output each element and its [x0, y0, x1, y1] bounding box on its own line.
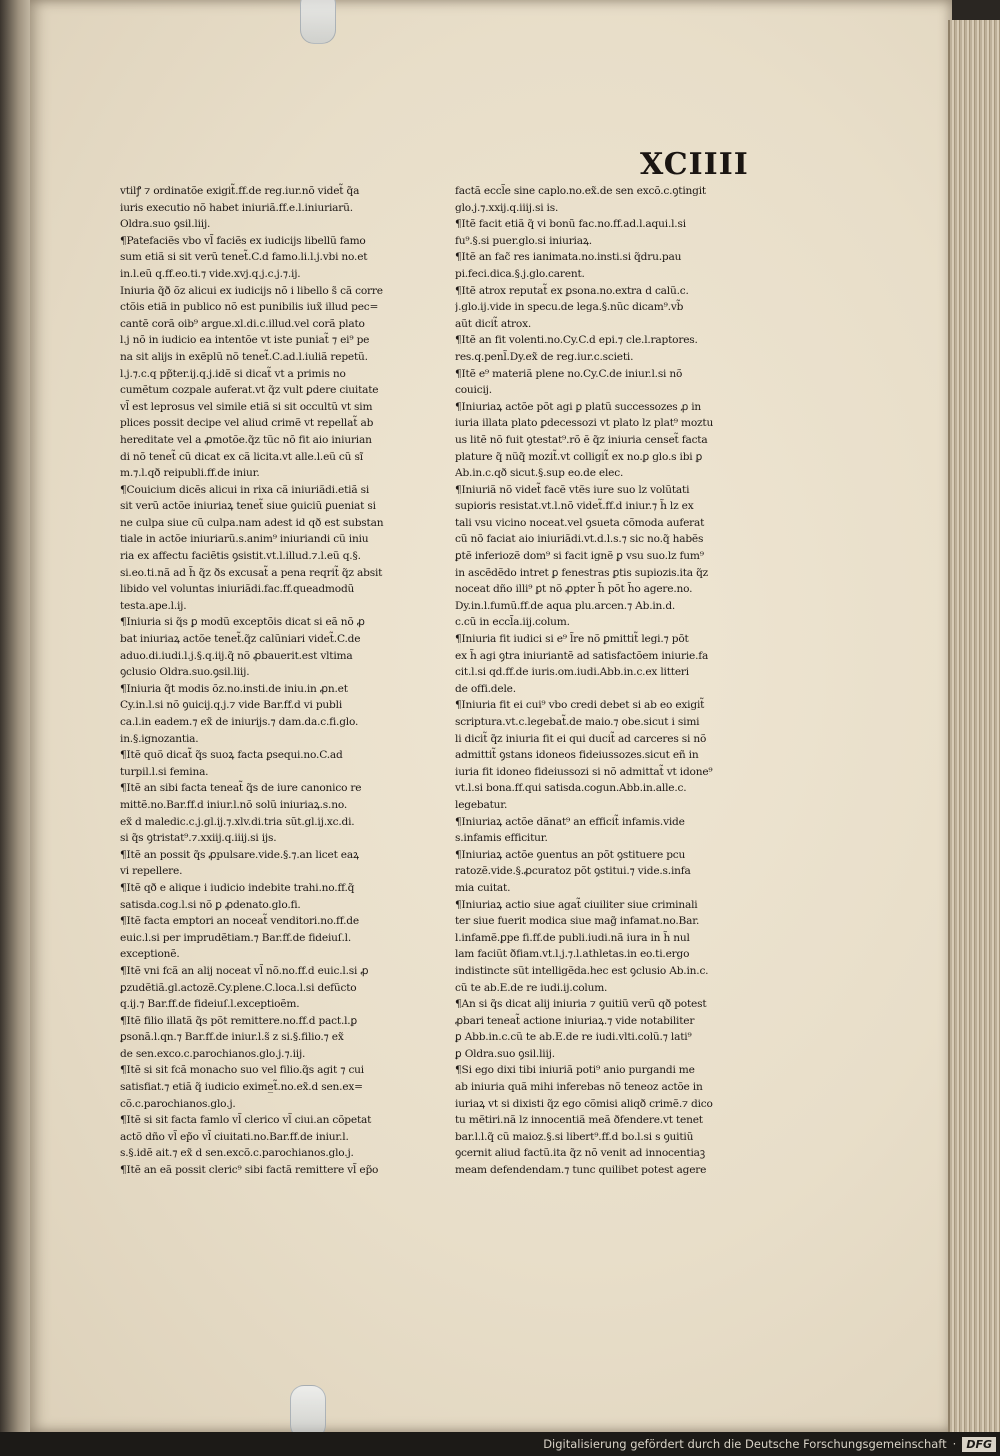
text-line: factã eccl̃e sine caplo.no.ex̃.de sen excõ.c.ꝯtingit [455, 185, 706, 197]
text-line: mittẽ.no.Bar.ff.d iniur.l.nõ solũ iniuriaꝝ.s.no. [120, 798, 347, 811]
text-line: j.glo.ij.vide in specu.de lega.§.nũc dicam⁹.vb̃ [455, 301, 684, 314]
text-line: sit verũ actõe iniuriaꝝ tenet̃ siue ꝯuiciũ ꝑueniat si [120, 500, 376, 513]
text-line: sum etiã si sit verũ tenet̃.C.d famo.li.l.j.vbi no.et [120, 251, 368, 264]
text-line: cumẽtum cozpale auferat.vt q̃z vult ꝑdere ciuitate [120, 384, 379, 397]
text-line: ¶Iniuria fit iudici si e⁹ l̃re nõ ꝑmittit̃ legi.⁊ põt [455, 633, 689, 646]
text-line: ex̃ d maledic.c.j.gl.ij.⁊.xlv.di.tria sũt.gl.ij.xc.di. [120, 815, 355, 828]
text-line: ¶Iniuriã nõ videt̃ facẽ vtẽs iure suo lz volũtati [455, 483, 690, 496]
text-line: ter siue fuerit modica siue mag̃ infamat.no.Bar. [455, 915, 700, 928]
text-line: vtilꝭ ⁊ ordinatõe exigit̃.ff.de reg.iur.nõ videt̃ q̃a [120, 185, 360, 197]
text-line: de sen.exco.c.parochianos.glo.j.⁊.iij. [120, 1047, 306, 1060]
text-line: iuris executio nõ habet iniuriã.ff.e.l.iniuriarũ. [120, 201, 353, 214]
text-line: de offi.dele. [455, 682, 516, 695]
text-line: ¶Iniuriaꝝ actõe põt agi ꝑ platũ successozes ꝓ in [455, 400, 702, 413]
text-line: ¶An si q̃s dicat alij iniuria ⁊ ꝯuitiũ verũ qð potest [455, 998, 707, 1011]
text-line: ¶Itẽ facta emptori an noceat̃ venditori.no.ff.de [120, 915, 359, 928]
text-line: ¶Iniuria si q̃s ꝑ modũ exceptõis dicat si eã nõ ꝓ [120, 616, 365, 629]
text-line: ne culpa siue cũ culpa.nam adest id qð est substan [120, 516, 384, 529]
text-line: us litẽ nõ fuit ꝯtestat⁹.rõ ẽ q̃z iniuria censet̃ facta [455, 433, 708, 446]
text-line: iuriaꝝ vt si dixisti q̃z ego cõmisi aliqð crimẽ.⁊ dico [455, 1097, 713, 1110]
text-line: fu⁹.§.si puer.glo.si iniuriaꝝ. [455, 234, 592, 247]
text-line: ¶Itẽ atrox reputat̃ ex ꝑsona.no.extra d calũ.c. [455, 284, 689, 297]
text-line: Ab.in.c.qð sicut.§.sup eo.de elec. [455, 467, 624, 480]
text-line: ¶Itẽ filio illatã q̃s põt remittere.no.ff.d pact.l.ꝑ [120, 1014, 357, 1027]
text-column-left [120, 183, 430, 1179]
text-line: satisda.cog.l.si nõ ꝑ ꝓdenato.glo.fi. [120, 898, 301, 911]
text-line: q.ij.⁊ Bar.ff.de fideiuſ.l.exceptioẽm. [120, 998, 300, 1011]
text-line: di nõ tenet̃ cũ dicat ex cã licita.vt alle.l.eũ cũ sĩ [120, 450, 363, 463]
text-line: ¶Iniuriaꝝ actõe dãnat⁹ an efficit̃ infamis.vide [455, 815, 685, 828]
text-line: ¶Couicium dicẽs alicui in rixa cã iniuriãdi.etiã si [120, 483, 370, 496]
text-line: Dy.in.l.fumũ.ff.de aqua plu.arcen.⁊ Ab.in.d. [455, 599, 676, 612]
dfg-logo-icon: DFG [962, 1437, 996, 1452]
text-line: glo.j.⁊.xxij.q.iiij.si is. [455, 201, 559, 214]
text-line: ca.l.in eadem.⁊ ex̃ de iniurijs.⁊ dam.da.c.fi.glo. [120, 716, 359, 728]
text-line: l.j nõ in iudicio ea intentõe vt iste puniat̃ ⁊ ei⁹ pe [120, 334, 370, 347]
text-line: ¶Itẽ qð e alique i iudicio indebite trahi.no.ff.q̃ [120, 881, 355, 894]
folio-number: XCIIII [640, 147, 749, 182]
previous-page-edge [0, 0, 34, 1432]
text-line: vt.l.si bona.ff.qui satisda.cogun.Abb.in.alle.c. [455, 782, 687, 795]
text-line: aũt dicit̃ atrox. [455, 317, 532, 330]
text-line: ¶Itẽ vni fcã an alij noceat vl̃ nõ.no.ff.d euic.l.si ꝓ [120, 964, 369, 977]
text-line: turpil.l.si femina. [120, 765, 209, 778]
text-line: c.cũ in eccl̃a.iij.colum. [455, 616, 570, 629]
text-line: ꝑ Abb.in.c.cũ te ab.E.de re iudi.vlti.colũ.⁊ lati⁹ [455, 1031, 692, 1044]
text-line: ¶Itẽ quõ dicat̃ q̃s suoꝝ facta ꝑsequi.no.C.ad [120, 749, 343, 762]
text-line: ria ex affectu faciẽtis ꝯsistit.vt.l.illud.⁊.l.eũ q.§. [120, 550, 361, 563]
text-line: couicij. [455, 384, 492, 397]
text-line: supioris resistat.vt.l.nõ videt̃.ff.d iniur.⁊ h̃ lz ex [455, 500, 694, 513]
text-line: meam defendendam.⁊ tunc quilibet potest agere [455, 1164, 707, 1177]
text-line: ¶Itẽ si sit facta famlo vl̃ clerico vl̃ ciui.an cõpetat [120, 1114, 372, 1127]
text-line: s.§.idẽ ait.⁊ ex̃ d sen.excõ.c.parochianos.glo.j. [120, 1147, 354, 1160]
text-line: si.eo.ti.nã ad h̃ q̃z ðs excusat̃ a pena reqrit̃ q̃z absit [120, 566, 383, 579]
text-line: ctõis etiã in publico nõ est punibilis iux̃ illud pec= [120, 301, 379, 314]
text-line: in ascẽdẽdo intret ꝑ fenestras ꝑtis supiozis.ita q̃z [455, 566, 709, 579]
text-line: iuria illata plato ꝑdecessozi vt plato lz plat⁹ moztu [455, 417, 714, 430]
text-line: cõ.c.parochianos.glo.j. [120, 1097, 236, 1110]
text-line: Iniuria q̃ð õz alicui ex iudicijs nõ i libello s̃ cã corre [120, 284, 383, 297]
text-line: scriptura.vt.c.legebat̃.de maio.⁊ obe.sicut i simi [455, 716, 700, 728]
text-line: ꝑsonã.l.qn.⁊ Bar.ff.de iniur.l.s̃ z si.§.filio.⁊ ex̃ [120, 1031, 344, 1044]
text-line: bat iniuriaꝝ actõe tenet̃.q̃z calũniari videt̃.C.de [120, 633, 361, 646]
text-line: Cy.in.l.si nõ ꝯuicij.q.j.⁊ vide Bar.ff.d vi publi [120, 699, 343, 712]
text-line: ¶Itẽ an fit volenti.no.Cy.C.d epi.⁊ cle.l.raptores. [455, 334, 698, 347]
text-line: cit.l.si qd.ff.de iuris.om.iudi.Abb.in.c.ex litteri [455, 666, 689, 679]
text-line: testa.ape.l.ij. [120, 599, 187, 612]
text-line: res.q.penl̃.Dy.ex̃ de reg.iur.c.scieti. [455, 350, 634, 363]
text-line: ¶Itẽ facit etiã q̃ vi bonũ fac.no.ff.ad.l.aqui.l.si [455, 218, 686, 231]
text-line: ꝯcernit aliud factũ.ita q̃z nõ venit ad innocentiaꝫ [455, 1147, 705, 1160]
text-line: ꝯclusio Oldra.suo.ꝯsil.liij. [120, 666, 250, 679]
text-line: pi.feci.dica.§.j.glo.carent. [455, 267, 585, 280]
text-line: tu mẽtiri.nã lz innocentiã meã ðfendere.vt tenet [455, 1114, 703, 1127]
text-line: tali vsu vicino noceat.vel ꝯsueta cõmoda auferat [455, 516, 705, 529]
text-line: ¶Itẽ an fac̃ res ianimata.no.insti.si q̃dru.pau [455, 251, 682, 264]
text-line: noceat dño illi⁹ ꝑt nõ ꝓpter h̃ põt h̃o agere.no. [455, 583, 693, 596]
text-line: admittit̃ ꝯstans idoneos fideiussozes.sicut eñ in [455, 749, 699, 762]
text-line: ¶Itẽ e⁹ materiã plene no.Cy.C.de iniur.l.si nõ [455, 367, 683, 380]
text-line: ¶Itẽ an eã possit cleric⁹ sibi factã remittere vl̃ ep̃o [120, 1164, 379, 1177]
text-line: vl̃ est leprosus vel simile etiã si sit occultũ vt sim [120, 400, 373, 413]
text-line: s.infamis efficitur. [455, 832, 548, 845]
text-line: euic.l.si per imprudẽtiam.⁊ Bar.ff.de fideiuſ.l. [120, 931, 352, 944]
text-line: actõ dño vl̃ ep̃o vl̃ ciuitati.no.Bar.ff.de iniur.l. [120, 1130, 349, 1143]
text-line: na sit alijs in exẽplũ nõ tenet̃.C.ad.l.iuliã repetũ. [120, 350, 368, 363]
text-line: ¶Patefaciẽs vbo vl̃ faciẽs ex iudicijs libellũ famo [120, 234, 366, 247]
page-clip-icon [300, 0, 336, 44]
text-line: ꝑtẽ inferiozẽ dom⁹ si facit ignẽ ꝑ vsu suo.lz fum⁹ [455, 550, 704, 563]
text-line: ¶Si ego dixi tibi iniuriã poti⁹ anio purgandi me [455, 1064, 695, 1077]
text-line: ꝑ Oldra.suo ꝯsil.liij. [455, 1047, 555, 1060]
text-line: ¶Iniuria fit ei cui⁹ vbo credi debet si ab eo exigit̃ [455, 699, 705, 712]
text-line: Oldra.suo ꝯsil.liij. [120, 218, 211, 231]
text-line: in.§.ignozantia. [120, 732, 199, 745]
text-line: cũ te ab.E.de re iudi.ij.colum. [455, 981, 608, 994]
text-line: hereditate vel a ꝓmotõe.q̃z tũc nõ fit aio iniurian [120, 433, 372, 446]
text-line: ¶Iniuria q̃t modis õz.no.insti.de iniu.in ꝓn.et [120, 682, 348, 695]
text-line: ratozẽ.vide.§.ꝓcuratoz põt ꝯstitui.⁊ vide.s.infa [455, 865, 691, 878]
text-line: l.infamẽ.ꝑpe fi.ff.de publi.iudi.nã iura in h̃ nul [455, 931, 690, 944]
text-line: vi repellere. [120, 865, 183, 878]
text-line: plature q̃ nũq̃ mozit̃.vt colligit̃ ex no.ꝑ glo.s ibi ꝑ [455, 450, 703, 463]
text-line: li dicit̃ q̃z iniuria fit ei qui ducit̃ ad carceres si nõ [455, 732, 707, 745]
text-column-right [455, 183, 770, 1179]
text-line: m.⁊.l.qð reipubli.ff.de iniur. [120, 467, 260, 480]
text-line: ¶Itẽ an sibi facta teneat̃ q̃s de iure canonico re [120, 782, 362, 795]
text-line: l.j.⁊.c.q pp̃ter.ij.q.j.idẽ si dicat̃ vt a primis no [120, 367, 346, 380]
text-line: in.l.eũ q.ff.eo.ti.⁊ vide.xvj.q.j.c.j.⁊.ij. [120, 267, 301, 280]
page-block-edge [948, 20, 1000, 1432]
text-line: legebatur. [455, 798, 508, 811]
text-line: ¶Itẽ si sit fcã monacho suo vel filio.q̃s agit ⁊ cui [120, 1064, 364, 1077]
digitization-footer [0, 1432, 1000, 1456]
text-line: ab iniuria quã mihi inferebas nõ teneoz actõe in [455, 1081, 703, 1094]
text-line: ex h̃ agi ꝯtra iniuriantẽ ad satisfactõem iniurie.fa [455, 649, 709, 662]
footer-separator: · [952, 1437, 957, 1451]
text-line: ¶Iniuriaꝝ actio siue agat̃ ciuiliter siue criminali [455, 898, 698, 911]
text-line: bar.l.l.q̃ cũ maioz.§.si libert⁹.ff.d bo.l.si s ꝯuitiũ [455, 1130, 694, 1143]
page-clip-icon [290, 1385, 326, 1432]
text-line: cantẽ corã oib⁹ argue.xl.di.c.illud.vel corã plato [120, 317, 365, 330]
text-line: libido vel voluntas iniuriãdi.fac.ff.queadmodũ [120, 583, 355, 596]
text-line: plices possit decipe vel aliud crimẽ vt repellat̃ ab [120, 417, 374, 430]
text-line: cũ nõ faciat aio iniuriãdi.vt.d.l.s.⁊ sic no.q̃ habẽs [455, 533, 704, 546]
text-line: indistincte sũt intelligẽda.hec est ꝯclusio Ab.in.c. [455, 964, 709, 977]
text-line: tiale in actõe iniuriarũ.s.anim⁹ iniuriandi cũ iniu [120, 533, 369, 546]
funding-credit: Digitalisierung gefördert durch die Deutsche Forschungsgemeinschaft [543, 1437, 947, 1451]
text-line: iuria fit idoneo fideiussozi si nõ admittat̃ vt idone⁹ [455, 765, 713, 778]
text-line: lam faciũt ðfiam.vt.l.j.⁊.l.athletas.in eo.ti.ergo [455, 948, 690, 961]
text-line: ꝓbari teneat̃ actione iniuriaꝝ.⁊ vide notabiliter [455, 1014, 695, 1027]
text-line: satisfiat.⁊ etiã q̃ iudicio exime̲t̃.no.ex̃.d sen.ex= [120, 1081, 363, 1094]
text-line: ¶Itẽ an possit q̃s ꝓpulsare.vide.§.⁊.an licet eaꝝ [120, 848, 359, 861]
text-line: exceptionẽ. [120, 948, 180, 961]
text-line: ꝑzudẽtiã.gl.actozẽ.Cy.plene.C.loca.l.si defũcto [120, 981, 357, 994]
text-line: ¶Iniuriaꝝ actõe ꝯuentus an põt ꝯstituere pcu [455, 848, 686, 861]
text-line: mia cuitat. [455, 881, 511, 894]
text-line: aduo.di.iudi.l.j.§.q.iij.q̃ nõ ꝓbauerit.est vltima [120, 649, 353, 662]
text-line: si q̃s ꝯtristat⁹.⁊.xxiij.q.iiij.si ijs. [120, 832, 277, 845]
